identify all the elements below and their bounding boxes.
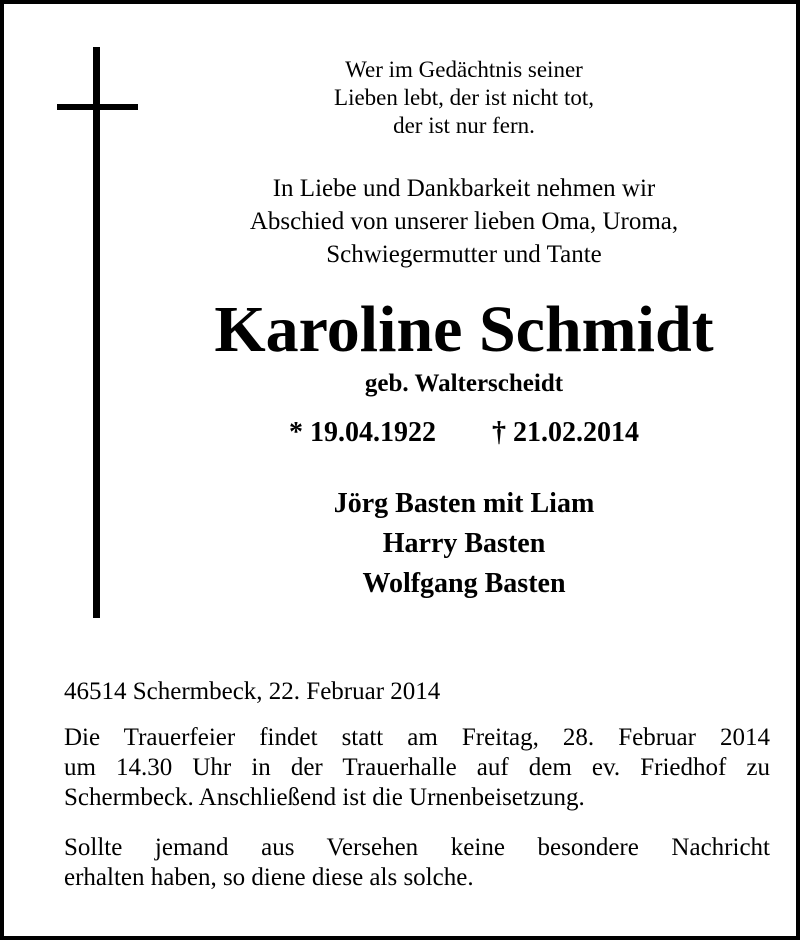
ceremony-line: um 14.30 Uhr in der Trauerhalle auf dem ev. Friedhof zu — [64, 754, 770, 781]
notice-line: Sollte jemand aus Versehen keine besondere Nachricht — [64, 834, 770, 861]
notice-line: erhalten haben, so diene diese als solche. — [64, 864, 474, 891]
birth-date: * 19.04.1922 — [289, 417, 436, 448]
family-list — [164, 484, 764, 604]
cross-icon-vertical — [93, 47, 100, 618]
motto — [164, 56, 764, 140]
ceremony-line: Schermbeck. Anschließend ist die Urnenbeisetzung. — [64, 784, 585, 811]
family-member: Jörg Basten mit Liam — [333, 488, 595, 519]
notice-text — [64, 833, 770, 893]
intro-line: In Liebe und Dankbarkeit nehmen wir — [272, 175, 656, 202]
ceremony-info — [64, 723, 770, 813]
intro-text — [164, 172, 764, 271]
family-member: Wolfgang Basten — [362, 568, 566, 599]
place-date: 46514 Schermbeck, 22. Februar 2014 — [64, 678, 441, 705]
maiden-name: geb. Walterscheidt — [364, 370, 564, 397]
motto-line: Wer im Gedächtnis seiner — [345, 57, 583, 82]
intro-line: Abschied von unserer lieben Oma, Uroma, — [249, 208, 679, 235]
deceased-name: Karoline Schmidt — [214, 293, 714, 366]
life-dates — [164, 416, 764, 450]
intro-line: Schwiegermutter und Tante — [326, 241, 602, 268]
family-member: Harry Basten — [382, 528, 546, 559]
motto-line: Lieben lebt, der ist nicht tot, — [334, 85, 594, 110]
cross-icon-horizontal — [57, 104, 138, 110]
death-date: † 21.02.2014 — [492, 417, 639, 448]
ceremony-line: Die Trauerfeier findet statt am Freitag, 28. Februar 2014 — [64, 724, 770, 751]
motto-line: der ist nur fern. — [393, 113, 535, 138]
